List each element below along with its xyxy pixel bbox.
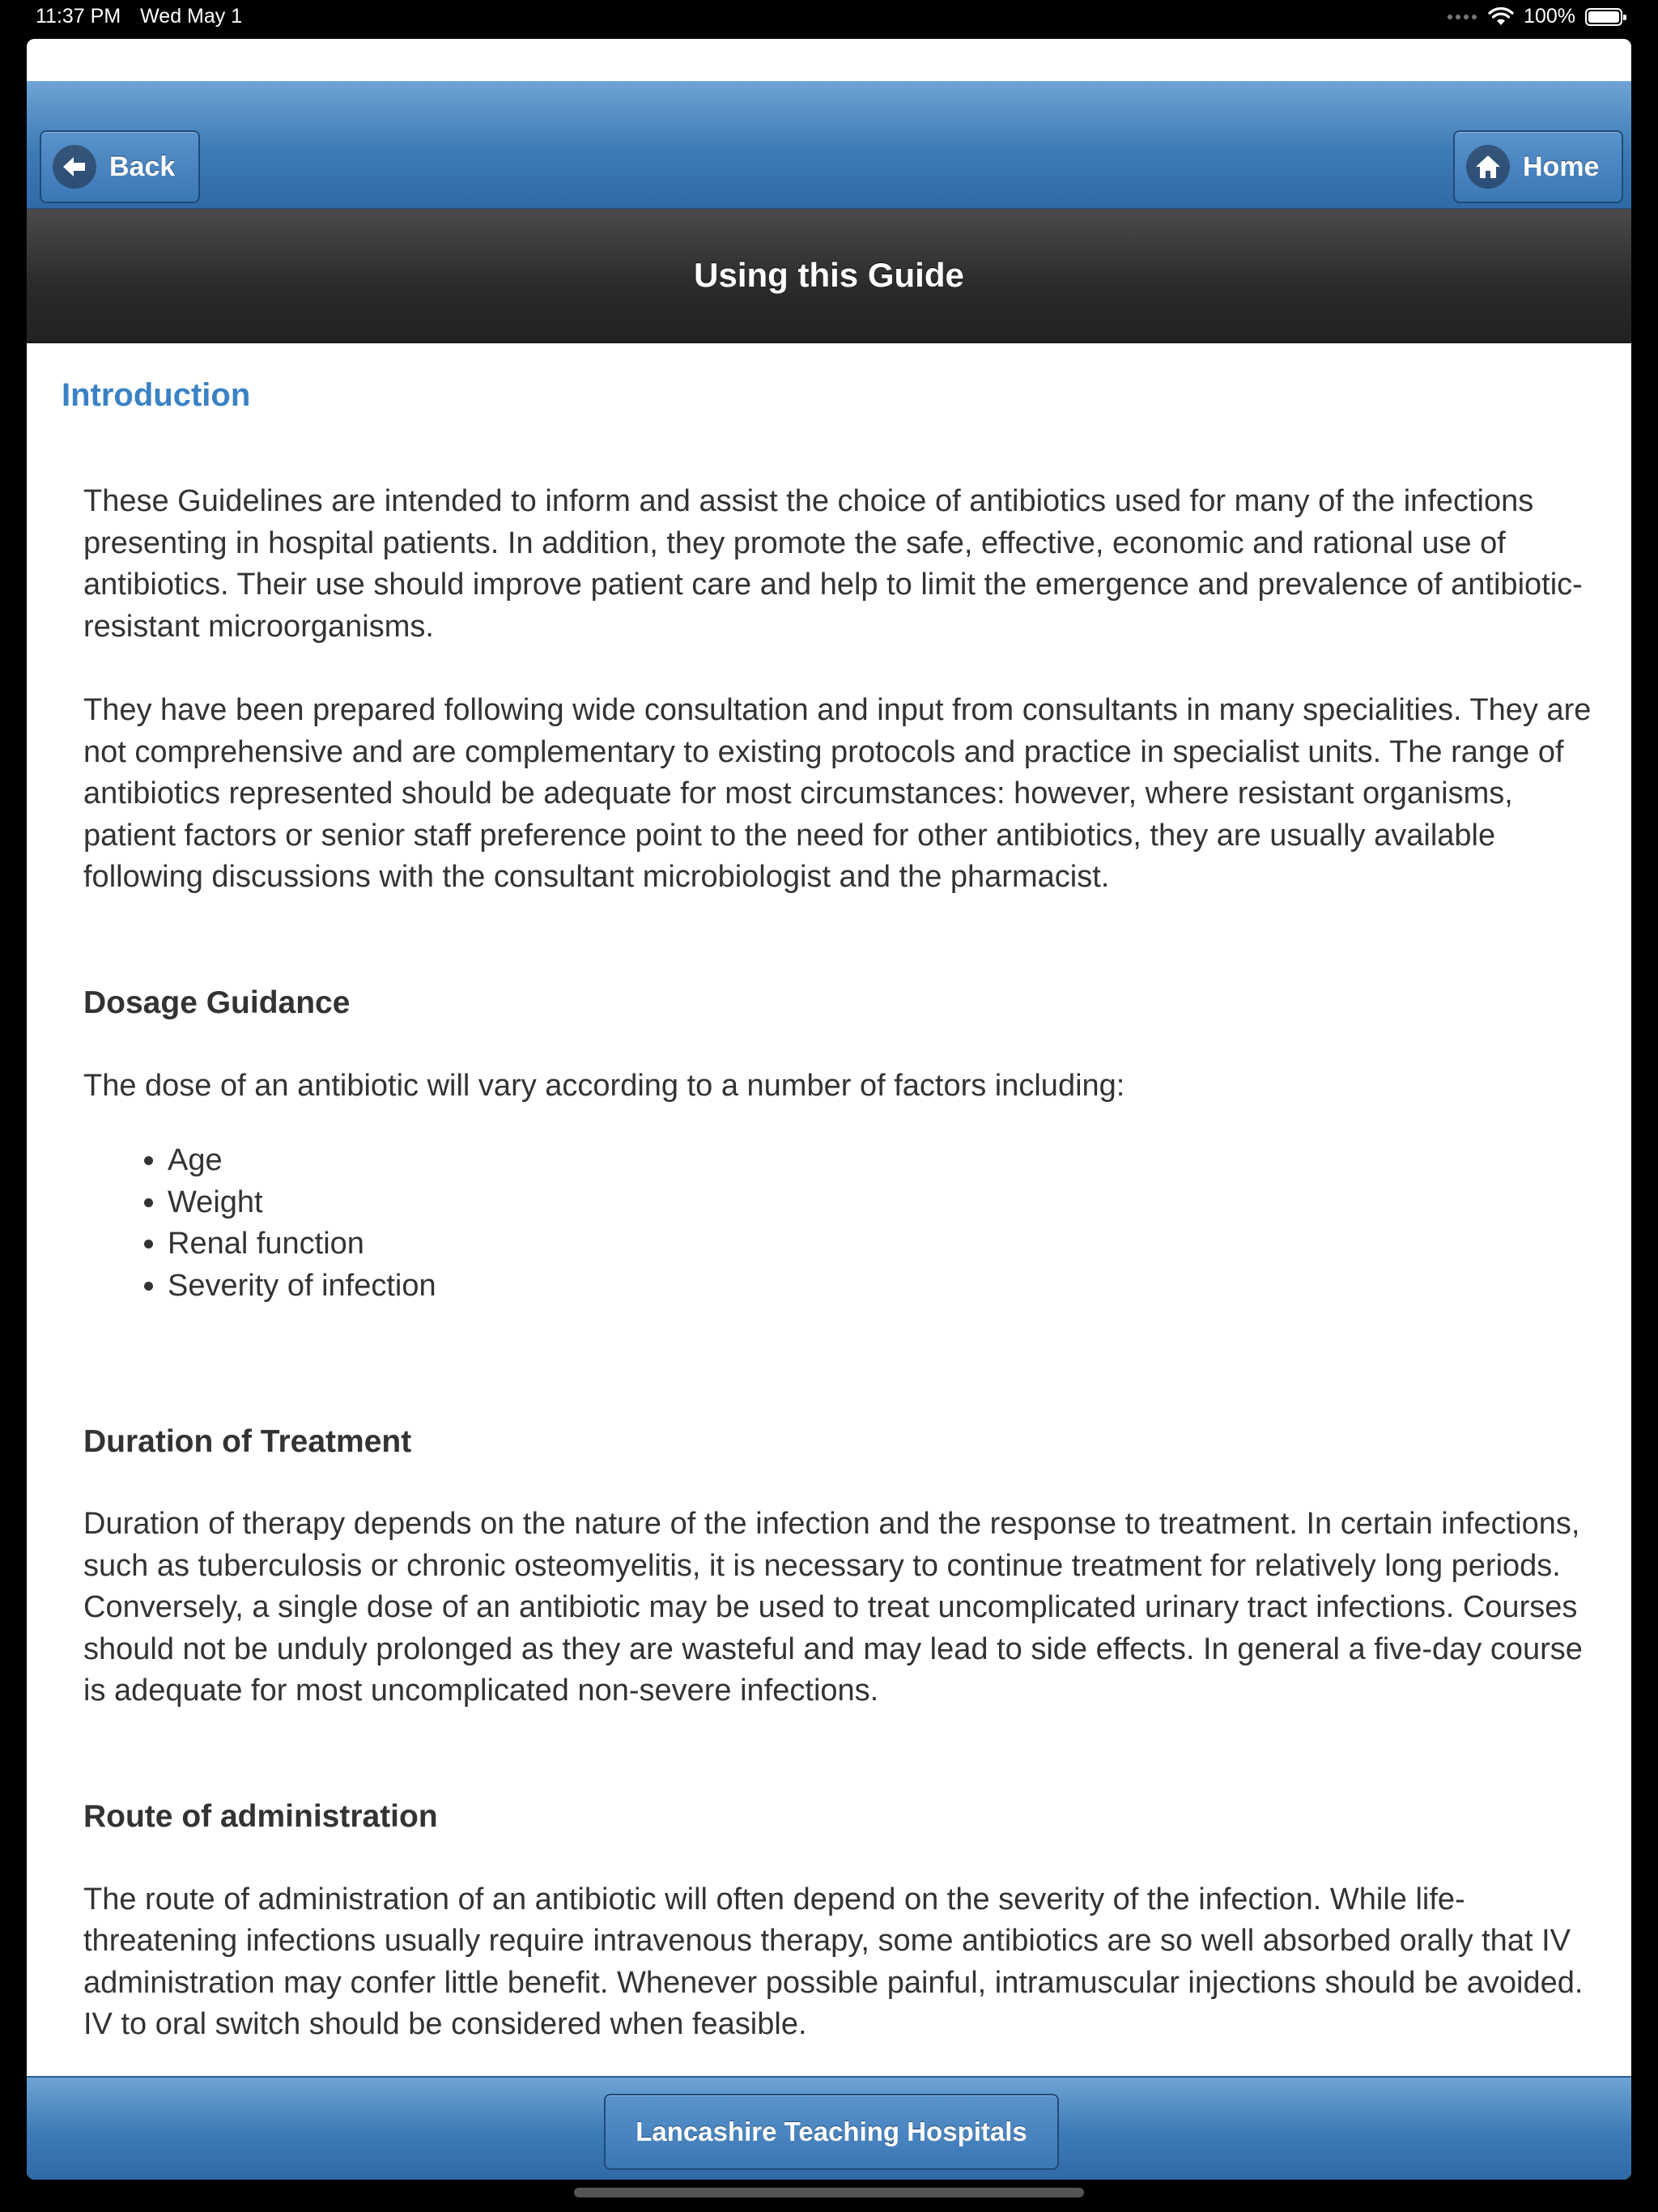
introduction-heading: Introduction: [62, 377, 251, 413]
status-time: 11:37 PM: [36, 5, 121, 28]
battery-icon: [1585, 8, 1622, 26]
list-item: • Weight: [168, 1182, 1597, 1224]
content-area[interactable]: [27, 343, 1631, 2115]
section-spacer: [83, 1107, 1597, 1140]
house-icon: [1466, 145, 1510, 189]
duration-heading: Duration of Treatment: [83, 1423, 412, 1459]
home-label: Home: [1523, 151, 1600, 182]
section-spacer: [83, 1462, 1597, 1504]
dosage-intro: The dose of an antibiotic will vary according to a number of factors including:: [83, 1068, 1125, 1103]
title-bar: [27, 209, 1631, 343]
list-item: • Renal function: [168, 1223, 1597, 1266]
home-button[interactable]: [1453, 130, 1623, 203]
app-window: [27, 39, 1631, 2180]
section-spacer: [83, 1838, 1597, 1879]
status-left: [36, 5, 242, 28]
dosage-heading: Dosage Guidance: [83, 985, 351, 1020]
route-paragraph: The route of administration of an antibiotic will often depend on the severity of the infection. While life-threatening infections usually require intravenous therapy, some antibiotics are so well absorbed orally that IV administration may confer little benefit. Whenever possible painful, intramuscular injections should be avoided. IV to oral switch should be considered when feasible.: [83, 1882, 1584, 2042]
page-title: Using this Guide: [694, 255, 964, 294]
header-bar: [27, 81, 1631, 209]
footer-bar: [27, 2076, 1631, 2180]
route-heading: Route of administration: [83, 1799, 438, 1835]
duration-paragraph: Duration of therapy depends on the nature of the infection and the response to treatment. In certain infections, such as tuberculosis or chronic osteomyelitis, it is necessary to continue treatment for relatively long periods. Conversely, a single dose of an antibiotic may be used to treat uncomplicated urinary tract infections. Courses should not be unduly prolonged as they are wasteful and may lead to side effects. In general a five-day course is adequate for most uncomplicated non-severe infections.: [83, 1507, 1583, 1708]
wifi-icon: [1488, 7, 1514, 27]
battery-percent: 100%: [1524, 5, 1575, 28]
section-spacer: [83, 1712, 1597, 1796]
intro-paragraph-1: These Guidelines are intended to inform and assist the choice of antibiotics used for many of the infections presenting in hospital patients. In addition, they promote the safe, effective, economic and rational use of antibiotics. Their use should improve patient care and help to limit the emergence and prevalence of antibiotic-resistant microorganisms.: [83, 484, 1583, 644]
back-button[interactable]: [40, 130, 200, 203]
paragraph-spacer: [83, 648, 1597, 690]
section-spacer: [83, 1308, 1597, 1421]
section-spacer: [83, 1024, 1597, 1066]
lancashire-teaching-hospitals-button[interactable]: Lancashire Teaching Hospitals: [604, 2094, 1059, 2170]
status-date: Wed May 1: [140, 5, 243, 28]
status-right: [1448, 5, 1622, 28]
signal-dots-icon: [1448, 15, 1477, 19]
guide-body: [83, 481, 1597, 2046]
status-bar: [0, 0, 1658, 39]
intro-paragraph-2: They have been prepared following wide consultation and input from consultants in many specialities. They are not comprehensive and are complementary to existing protocols and practice in specialist units. The range of antibiotics represented should be adequate for most circumstances: however, where resistant organisms, patient factors or senior staff preference point to the need for other antibiotics, they are usually available following discussions with the consultant microbiologist and the pharmacist.: [83, 692, 1592, 895]
dosage-factors-list: [83, 1140, 1597, 1307]
top-strip: [27, 39, 1631, 81]
list-item: • Age: [168, 1140, 1597, 1182]
back-label: Back: [109, 151, 176, 182]
list-item: • Severity of infection: [168, 1266, 1597, 1308]
arrow-left-icon: [53, 145, 96, 189]
section-spacer: [83, 899, 1597, 982]
home-indicator[interactable]: [574, 2188, 1084, 2197]
